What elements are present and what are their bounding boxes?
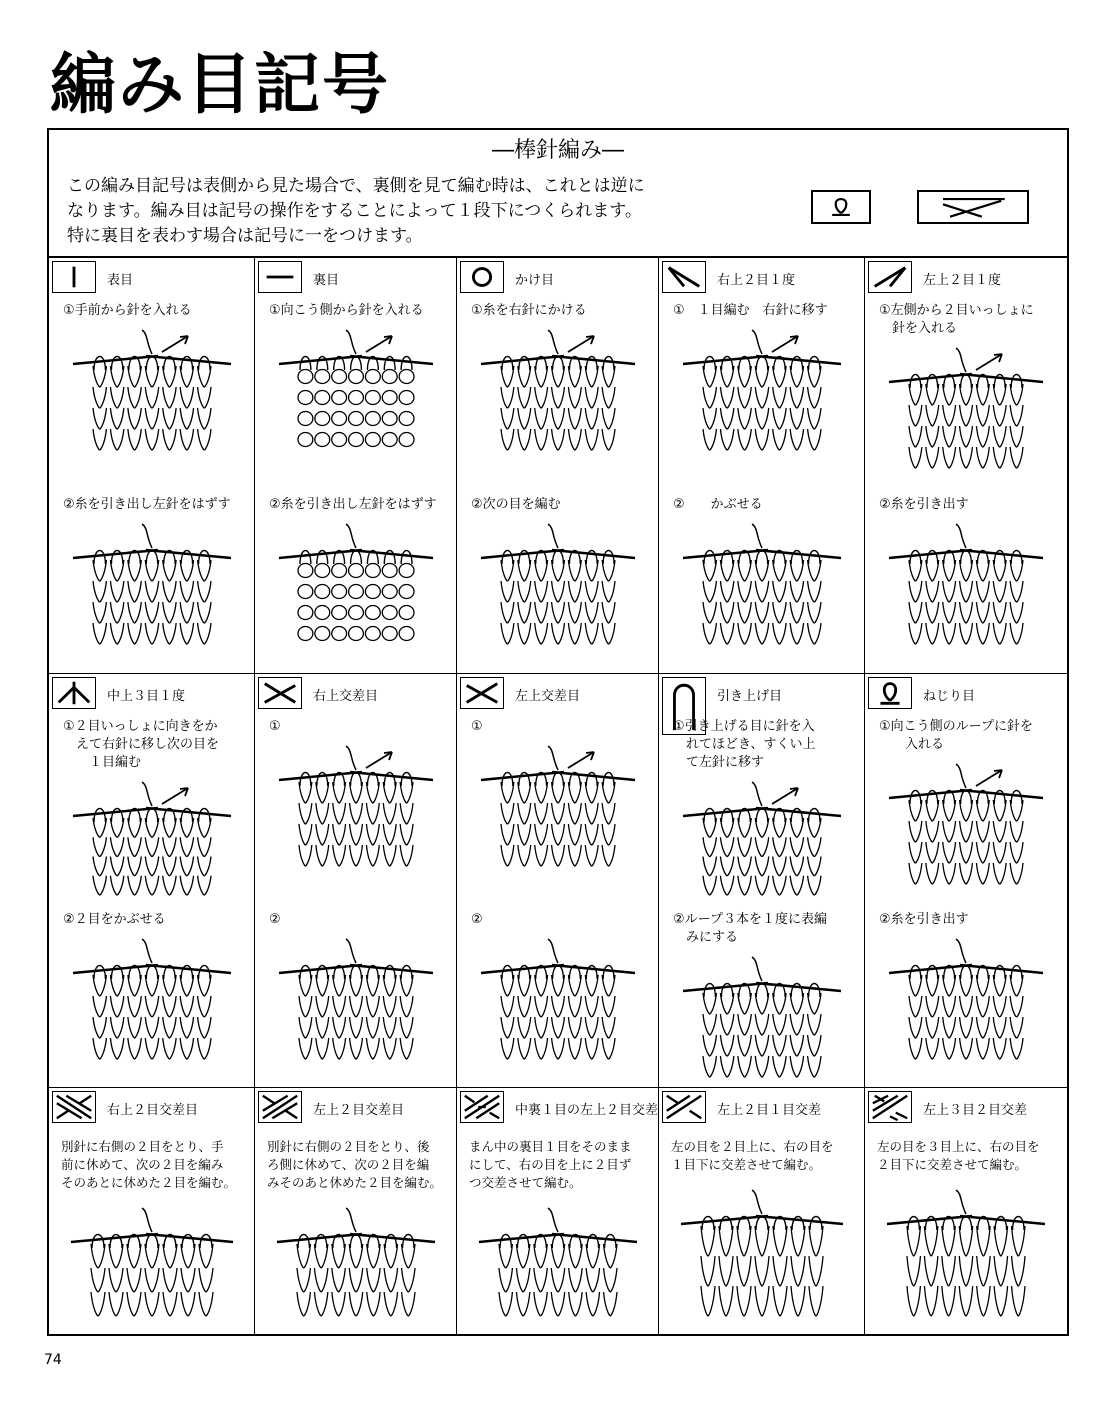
step-1-caption: ①左側から２目いっしょに 針を入れる (879, 303, 1034, 336)
step-1-caption: ①糸を右針にかける (471, 303, 587, 318)
step-1-illustration (275, 744, 437, 874)
step-1-illustration (885, 762, 1047, 892)
symbol-chart-frame (47, 128, 1069, 1336)
page-number: 74 (44, 1352, 62, 1368)
description: 左の目を３目上に、右の目を ２目下に交差させて編む。 (877, 1139, 1040, 1172)
left-decrease-symbol-icon (868, 261, 912, 293)
stitch-cell-left-2x2-cross (255, 1088, 457, 1336)
step-1-illustration (69, 780, 235, 903)
step-1-caption: ①手前から針を入れる (63, 303, 192, 318)
cable-illustration (67, 1206, 237, 1324)
step-1-illustration (885, 346, 1047, 476)
step-2-illustration (885, 522, 1047, 652)
step-1-illustration (477, 744, 639, 874)
description: まん中の裏目１目をそのまま にして、右の目を上に２目ず つ交差させて編む。 (469, 1139, 632, 1190)
stitch-cell-center-double-decrease (49, 674, 255, 1088)
step-2-illustration (69, 937, 235, 1067)
step-2-illustration (885, 937, 1047, 1067)
cable-illustration (475, 1206, 641, 1324)
step-2-caption: ② かぶせる (673, 497, 763, 512)
stitch-cell-slip-stitch (659, 674, 865, 1088)
step-2-caption: ②次の目を編む (471, 497, 561, 512)
step-2-illustration (477, 937, 639, 1067)
left-3x2-cross-symbol-icon (868, 1091, 912, 1123)
left-cross-symbol-icon (460, 677, 504, 709)
twisted-stitch-symbol-icon (868, 677, 912, 709)
stitch-name: 左上交差目 (515, 689, 581, 704)
right-2x2-cross-symbol-icon (52, 1091, 96, 1123)
stitch-name: 左上２目１目交差 (717, 1103, 822, 1118)
cable-illustration (273, 1206, 439, 1324)
stitch-name: 右上２目１度 (717, 273, 796, 288)
purl-symbol-icon (258, 261, 302, 293)
right-decrease-symbol-icon (662, 261, 706, 293)
step-1-caption: ① (471, 719, 483, 734)
cable-illustration (883, 1188, 1049, 1324)
twisted-loop-symbol-icon (811, 190, 871, 224)
intro-line: この編み目記号は表側から見た場合で、裏側を見て編む時は、これとは逆に (67, 176, 645, 196)
stitch-name: 裏目 (313, 273, 340, 288)
stitch-cell-yarn-over (457, 258, 659, 674)
stitch-cell-left-cross (457, 674, 659, 1088)
step-2-illustration (275, 937, 437, 1067)
purl-cross-symbol-icon (917, 190, 1029, 224)
stitch-cell-right-2x2-cross (49, 1088, 255, 1336)
stitch-cell-left-3x2-cross (865, 1088, 1067, 1336)
stitch-cell-purl (255, 258, 457, 674)
cable-illustration (677, 1188, 847, 1324)
step-2-caption: ②糸を引き出す (879, 912, 969, 927)
stitch-cell-twisted-stitch (865, 674, 1067, 1088)
stitch-cell-right-cross (255, 674, 457, 1088)
center-double-decrease-symbol-icon (52, 677, 96, 709)
step-2-caption: ②糸を引き出し左針をはずす (269, 497, 437, 512)
stitch-name: 中裏１目の左上２目交差 (515, 1103, 659, 1118)
center-purl-cross-symbol-icon (460, 1091, 504, 1123)
step-1-illustration (477, 328, 639, 458)
step-2-caption: ②ループ３本を１度に表編 みにする (673, 912, 828, 945)
left-2x1-cross-symbol-icon (662, 1091, 706, 1123)
stitch-cell-right-decrease (659, 258, 865, 674)
step-2-illustration (477, 522, 639, 652)
left-2x2-cross-symbol-icon (258, 1091, 302, 1123)
stitch-name: 左上２目交差目 (313, 1103, 405, 1118)
intro-line: なります。編み目は記号の操作をすることによって１段下につくられます。 (67, 201, 642, 221)
stitch-name: ねじり目 (923, 689, 976, 704)
step-1-caption: ①向こう側から針を入れる (269, 303, 424, 318)
description: 別針に右側の２目をとり、後 ろ側に休めて、次の２目を編 みそのあと休めた２目を編む。 (267, 1139, 443, 1190)
stitch-cell-center-purl-cross (457, 1088, 659, 1336)
stitch-symbol-grid (49, 256, 1067, 1336)
page-title: 編み目記号 (50, 46, 390, 123)
step-2-caption: ②糸を引き出し左針をはずす (63, 497, 231, 512)
description: 左の目を２目上に、右の目を １目下に交差させて編む。 (671, 1139, 834, 1172)
step-2-illustration (679, 955, 845, 1085)
step-1-caption: ① １目編む 右針に移す (673, 303, 828, 318)
stitch-name: 引き上げ目 (717, 689, 783, 704)
step-1-illustration (275, 328, 437, 458)
step-1-illustration (679, 328, 845, 458)
stitch-name: 右上２目交差目 (107, 1103, 199, 1118)
step-2-illustration (679, 522, 845, 652)
step-1-caption: ①２目いっしょに向きをか えて右針に移し次の目を １目編む (63, 719, 220, 770)
section-title: ―棒針編み― (491, 138, 624, 163)
stitch-cell-knit (49, 258, 255, 674)
right-cross-symbol-icon (258, 677, 302, 709)
intro-text (67, 174, 707, 249)
knit-symbol-icon (52, 261, 96, 293)
intro-line: 特に裏目を表わす場合は記号に一をつけます。 (67, 226, 423, 246)
stitch-name: 中上３目１度 (107, 689, 186, 704)
step-1-caption: ① (269, 719, 281, 734)
step-2-caption: ② (269, 912, 281, 927)
description: 別針に右側の２目をとり、手 前に休めて、次の２目を編み そのあとに休めた２目を編む。 (61, 1139, 237, 1190)
step-1-illustration (69, 328, 235, 458)
stitch-name: 左上３目２目交差 (923, 1103, 1028, 1118)
stitch-cell-left-decrease (865, 258, 1067, 674)
stitch-name: 左上２目１度 (923, 273, 1002, 288)
yarn-over-symbol-icon (460, 261, 504, 293)
step-2-caption: ② (471, 912, 483, 927)
step-2-caption: ②糸を引き出す (879, 497, 969, 512)
stitch-name: 右上交差目 (313, 689, 379, 704)
stitch-cell-left-2x1-cross (659, 1088, 865, 1336)
stitch-name: かけ目 (515, 273, 555, 288)
step-2-illustration (275, 522, 437, 652)
step-1-illustration (679, 780, 845, 903)
step-2-illustration (69, 522, 235, 652)
step-1-caption: ①向こう側のループに針を 入れる (879, 719, 1034, 752)
stitch-name: 表目 (107, 273, 134, 288)
step-1-caption: ①引き上げる目に針を入 れてほどき、すくい上 て左針に移す (673, 719, 816, 770)
step-2-caption: ②２目をかぶせる (63, 912, 166, 927)
